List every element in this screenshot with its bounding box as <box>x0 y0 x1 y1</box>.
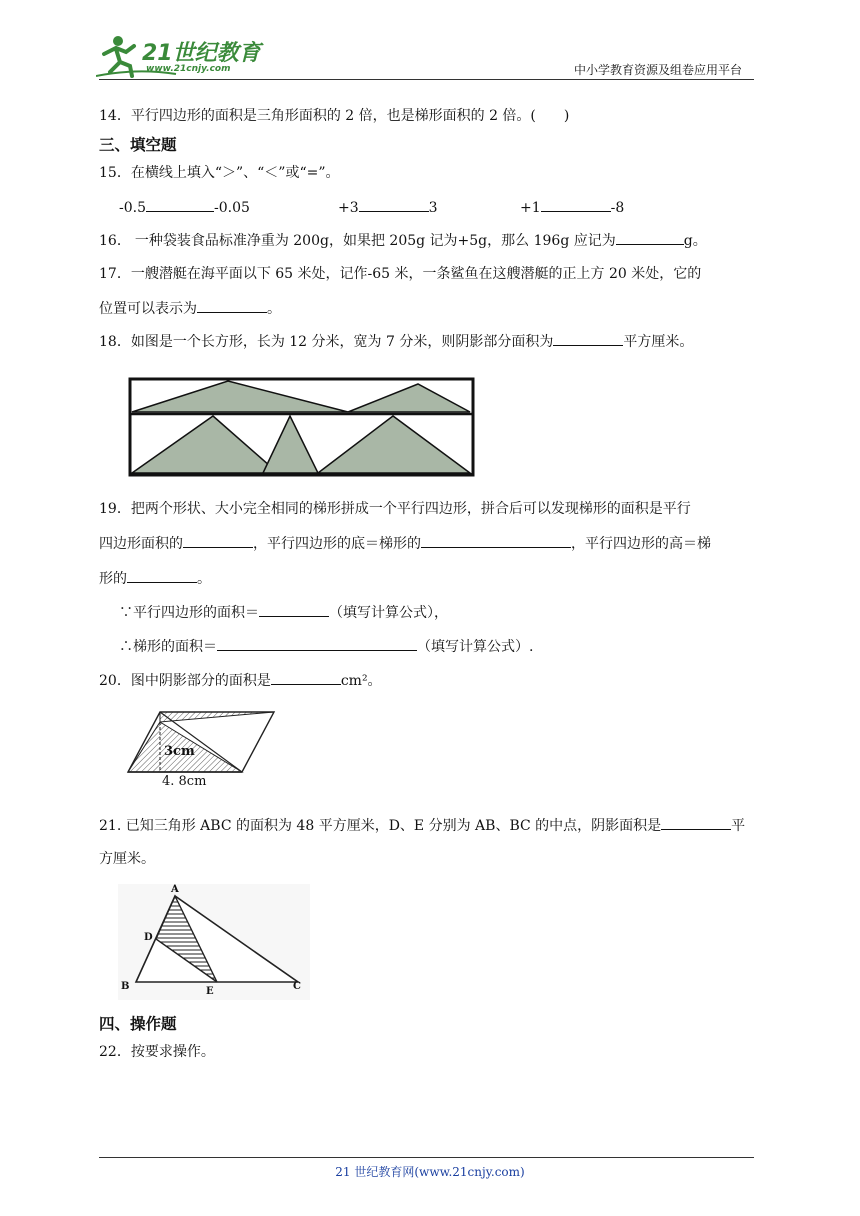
logo-url: www.21cnjy.com <box>146 64 231 74</box>
question-20: 20．图中阴影部分的面积是 cm²。 <box>99 670 382 691</box>
answer-blank[interactable] <box>616 230 684 245</box>
header-logo <box>96 32 261 80</box>
height-label: 3cm <box>164 744 195 759</box>
logo-text: 21世纪教育 <box>142 41 261 66</box>
footer-text: 21 世纪教育网(www.21cnjy.com) <box>335 1165 525 1179</box>
question-15: 15．在横线上填入“＞”、“＜”或“=”。 <box>99 165 340 181</box>
label-d: D <box>144 932 153 943</box>
question-17-line-2: 位置可以表示为 。 <box>99 298 281 319</box>
section-4-heading: 四、操作题 <box>99 1015 177 1033</box>
question-19-line-5: ∴梯形的面积＝ （填写计算公式）. <box>119 636 533 657</box>
section-3-heading: 三、填空题 <box>99 136 177 154</box>
answer-blank[interactable] <box>359 197 429 212</box>
question-19-line-2: 四边形面积的 ，平行四边形的底＝梯形的 ，平行四边形的高＝梯 <box>99 533 711 554</box>
question-21-line-1: 21. 已知三角形 ABC 的面积为 48 平方厘米，D、E 分别为 AB、BC 的中点，阴影面积是 平 <box>99 815 745 836</box>
answer-blank[interactable] <box>217 636 417 651</box>
q15-pair-3: +1 -8 <box>520 197 624 218</box>
q15-pair-1: -0.5 -0.05 <box>119 197 250 218</box>
q15-pair-2: +3 3 <box>338 197 438 218</box>
base-label: 4. 8cm <box>162 774 207 789</box>
answer-blank[interactable] <box>146 197 214 212</box>
question-19-line-4: ∵平行四边形的面积＝ （填写计算公式）， <box>119 602 448 623</box>
answer-blank[interactable] <box>661 815 731 830</box>
answer-blank[interactable] <box>127 568 197 583</box>
triangle-abc-figure <box>118 884 310 1000</box>
answer-blank[interactable] <box>421 533 571 548</box>
label-b: B <box>121 981 130 992</box>
answer-blank[interactable] <box>259 602 329 617</box>
rectangle-triangles-figure <box>128 377 476 479</box>
header-divider <box>99 79 754 80</box>
label-e: E <box>206 986 214 997</box>
question-14-text: 14．平行四边形的面积是三角形面积的 2 倍，也是梯形面积的 2 倍。( <box>99 108 536 124</box>
question-19-line-1: 19．把两个形状、大小完全相同的梯形拼成一个平行四边形，拼合后可以发现梯形的面积是平行 <box>99 501 691 517</box>
label-a: A <box>171 884 179 895</box>
answer-blank[interactable] <box>183 533 253 548</box>
platform-name: 中小学教育资源及组卷应用平台 <box>574 63 743 77</box>
question-22: 22．按要求操作。 <box>99 1044 215 1060</box>
question-14-close: ) <box>563 108 570 124</box>
question-18: 18．如图是一个长方形，长为 12 分米，宽为 7 分米，则阴影部分面积为 平方厘米。 <box>99 331 693 352</box>
answer-blank[interactable] <box>271 670 341 685</box>
question-14 <box>99 106 569 126</box>
question-16: 16． 一种袋装食品标准净重为 200g，如果把 205g 记为+5g，那么 196g 应记为 g。 <box>99 230 707 251</box>
answer-blank[interactable] <box>197 298 267 313</box>
question-21-line-2: 方厘米。 <box>99 851 155 867</box>
parallelogram-figure <box>122 706 282 796</box>
answer-blank[interactable] <box>553 331 623 346</box>
answer-blank[interactable] <box>541 197 611 212</box>
footer-divider <box>99 1157 754 1158</box>
question-17-line-1: 17．一艘潜艇在海平面以下 65 米处，记作-65 米，一条鲨鱼在这艘潜艇的正上方 20 米处，它的 <box>99 266 702 282</box>
question-19-line-3: 形的 。 <box>99 568 211 589</box>
label-c: C <box>293 981 301 992</box>
